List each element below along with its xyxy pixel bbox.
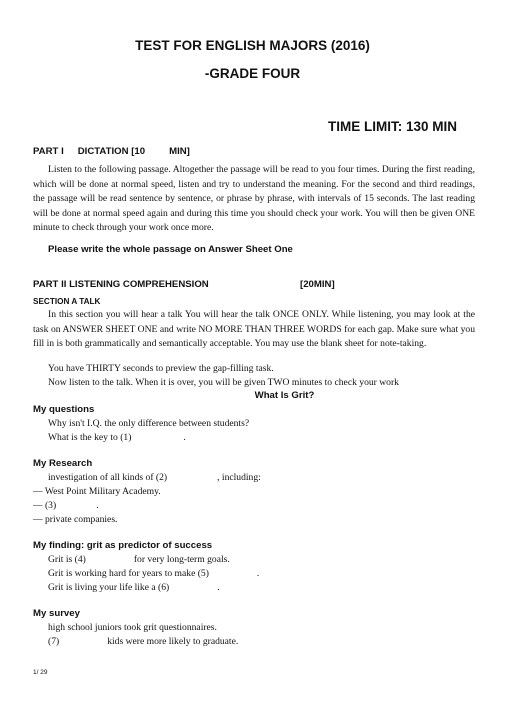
my-finding-line2	[48, 568, 259, 579]
gap-5-suffix: .	[256, 568, 260, 579]
section-a-heading: SECTION A TALK	[33, 297, 101, 306]
my-survey-line1: high school juniors took grit questionnaires.	[48, 622, 217, 633]
gap-2-suffix: , including:	[217, 472, 261, 483]
talk-title: What Is Grit?	[254, 390, 315, 401]
page-number: 1/ 29	[33, 669, 48, 676]
part1-paragraph-text: Listen to the following passage. Altogether the passage will be read to you four times. During the first reading, which will be done at normal speed, listen and try to understand the meaning. For the second and third readings, the passage will be read sentence by sentence, or phrase by phrase, with intervals of 15 seconds. The last reading will be done at normal speed again and during this time you should check your work. You will then be given ONE minute to check through your work once more.	[33, 164, 475, 234]
my-research-line3	[33, 500, 99, 511]
my-finding-line3	[48, 582, 220, 593]
part2-duration: [20MIN]	[300, 279, 335, 290]
gap-7-suffix: kids were more likely to graduate.	[107, 636, 239, 647]
gap-4-prefix: Grit is (4)	[48, 554, 86, 565]
part1-heading-title: DICTATION [10	[77, 146, 146, 157]
part2-heading: PART II LISTENING COMPREHENSION	[33, 279, 209, 290]
my-questions-heading: My questions	[33, 404, 95, 415]
my-questions-line1: Why isn't I.Q. the only difference between students?	[48, 418, 250, 429]
gap-7-prefix: (7)	[48, 636, 60, 647]
now-listen-line: Now listen to the talk. When it is over, you will be given TWO minutes to check your work	[48, 377, 399, 388]
my-survey-heading: My survey	[33, 608, 80, 619]
preview-line: You have THIRTY seconds to preview the gap-filling task.	[48, 363, 274, 374]
time-limit: TIME LIMIT: 130 MIN	[327, 119, 457, 134]
my-research-line2: — West Point Military Academy.	[33, 486, 161, 497]
gap-2-prefix: investigation of all kinds of (2)	[48, 472, 168, 483]
my-questions-line2	[48, 432, 186, 443]
gap-5-prefix: Grit is working hard for years to make (5)	[48, 568, 209, 579]
gap-3-prefix: — (3)	[33, 500, 57, 511]
section-a-paragraph-text: In this section you will hear a talk You will hear the talk ONCE ONLY. While listening, you may look at the task on ANSWER SHEET ONE and write NO MORE THAN THREE WORDS for each gap. Make sure what you fill in is both grammatically and semantically acceptable. You may use the blank sheet for note-taking.	[33, 309, 475, 350]
section-a-paragraph	[33, 308, 475, 352]
part1-heading	[33, 146, 190, 157]
part1-heading-min: MIN]	[169, 146, 190, 157]
my-research-heading: My Research	[33, 458, 93, 469]
gap-4-suffix: for very long-term goals.	[133, 554, 230, 565]
my-finding-heading: My finding: grit as predictor of success	[33, 540, 213, 551]
my-research-line4: — private companies.	[33, 514, 118, 525]
part1-heading-label: PART I	[33, 146, 64, 157]
part1-paragraph	[33, 163, 475, 236]
gap-1-suffix: .	[183, 432, 186, 443]
test-subtitle: -GRADE FOUR	[204, 66, 301, 81]
my-survey-line2	[48, 636, 238, 647]
my-research-line1	[48, 472, 261, 483]
my-finding-line1	[48, 554, 230, 565]
gap-6-suffix: .	[217, 582, 220, 593]
test-title: TEST FOR ENGLISH MAJORS (2016)	[135, 38, 370, 53]
gap-3-suffix: .	[96, 500, 99, 511]
part1-instruction: Please write the whole passage on Answer Sheet One	[48, 244, 293, 255]
gap-1-prefix: What is the key to (1)	[48, 432, 132, 443]
gap-6-prefix: Grit is living your life like a (6)	[48, 582, 170, 593]
